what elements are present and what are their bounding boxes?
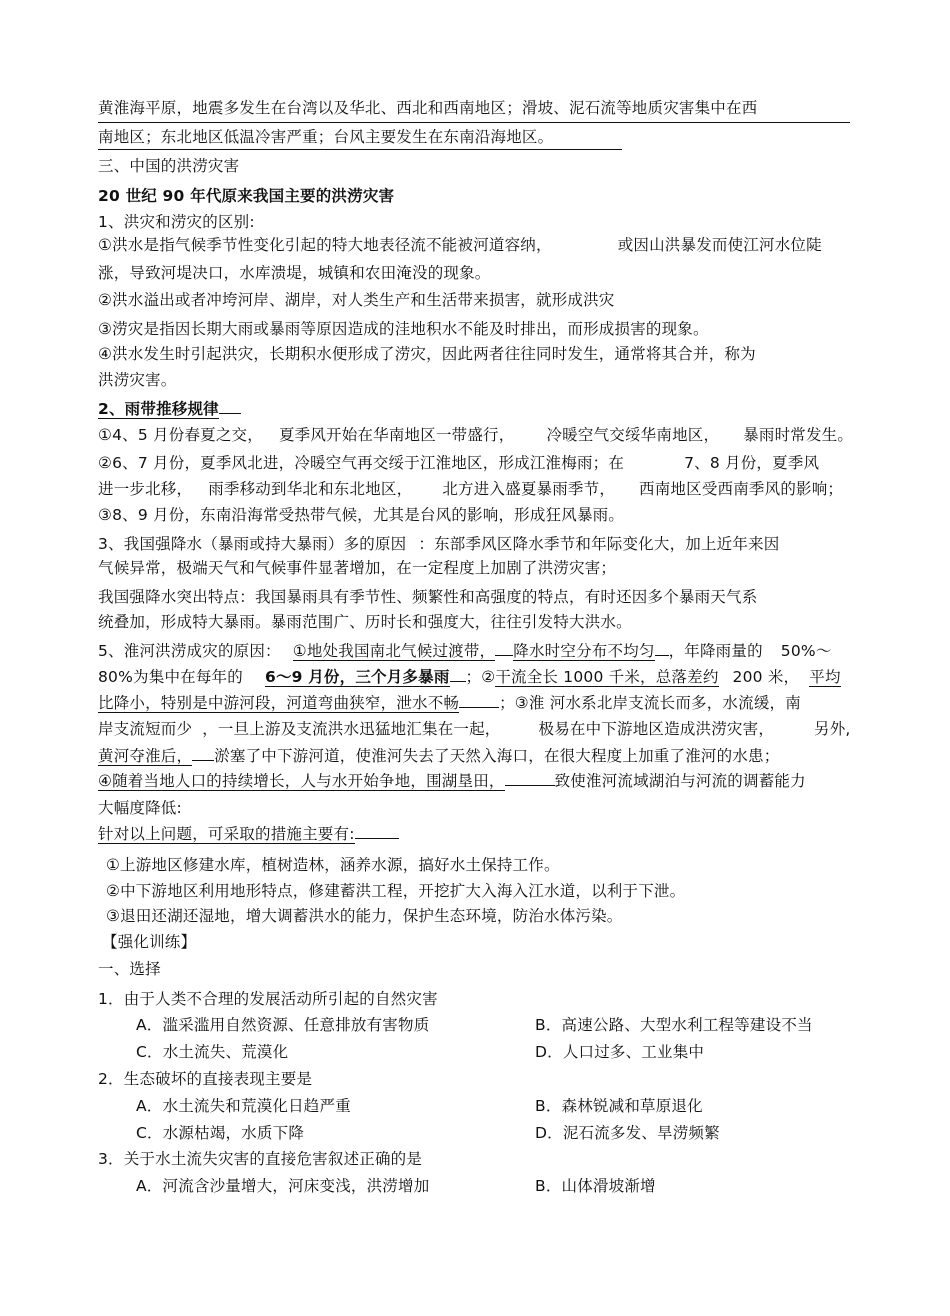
text-span: 或因山洪暴发而使江河水位陡: [617, 236, 822, 254]
text-line: [98, 666, 841, 688]
text-span: 进一步北移，: [98, 480, 193, 498]
text-line: 洪涝灾害。: [98, 371, 177, 389]
text-span: 北方进入盛夏暴雨季节，: [442, 480, 616, 498]
underlined-span: 针对以上问题，可采取的措施主要有:: [98, 825, 355, 843]
list-item: ③退田还湖还湿地，增大调蓄洪水的能力，保护生态环境，防治水体污染。: [106, 907, 623, 925]
underlined-span: ①地处我国南北气候过渡带，: [292, 642, 496, 660]
text-span: ①4、5 月份春夏之交，: [98, 426, 263, 444]
text-line: [98, 745, 779, 767]
underlined-span: 6～9 月份，三个月多暴雨: [264, 668, 450, 686]
section-heading: 三、中国的洪涝灾害: [98, 157, 240, 175]
section-heading: 【强化训练】: [102, 933, 197, 951]
text-line: 南地区；东北地区低温冷害严重；台风主要发生在东南沿海地区。: [98, 128, 554, 146]
text-line: [98, 692, 801, 714]
text-line: ④洪水发生时引起洪灾，长期积水便形成了涝灾，因此两者往往同时发生，通常将其合并，称为: [98, 345, 756, 363]
text-line: ③涝灾是指因长期大雨或暴雨等原因造成的洼地积水不能及时排出，而形成损害的现象。: [98, 320, 709, 338]
text-line: [98, 452, 819, 474]
option-b: B．森林锐减和草原退化: [535, 1097, 703, 1115]
underlined-span: 干流全长 1000 千米，总落差约: [495, 668, 719, 686]
option-a: A．水土流失和荒漠化日趋严重: [136, 1097, 351, 1115]
text-span: 5、淮河洪涝成灾的原因：: [98, 642, 281, 660]
option-d: D．泥石流多发、旱涝频繁: [535, 1124, 720, 1142]
text-line: [98, 424, 853, 446]
underlined-span: 降水时空分布不均匀: [513, 642, 655, 660]
text-line: 我国强降水突出特点：我国暴雨具有季节性、频繁性和高强度的特点，有时还因多个暴雨天气系: [98, 588, 758, 606]
subheading: 20 世纪 90 年代原来我国主要的洪涝灾害: [98, 187, 395, 205]
option-b: B．高速公路、大型水利工程等建设不当: [535, 1016, 813, 1034]
underlined-span: 黄河夺淮后，: [98, 747, 193, 765]
subheading: [98, 398, 241, 420]
text-span: 极易在中下游地区造成洪涝灾害，: [538, 720, 775, 738]
list-item: ①上游地区修建水库，植树造林，涵养水源，搞好水土保持工作。: [106, 856, 560, 874]
text-line: [98, 718, 851, 740]
text-line: [98, 823, 399, 845]
text-line: 1、洪灾和涝灾的区别:: [98, 213, 255, 231]
option-d: D．人口过多、工业集中: [535, 1043, 705, 1061]
text-span: 西南地区受西南季风的影响；: [639, 480, 844, 498]
text-span: 致使淮河流域湖泊与河流的调蓄能力: [554, 772, 806, 790]
text-line: 涨，导致河堤决口，水库溃堤，城镇和农田淹没的现象。: [98, 264, 491, 282]
text-span: ②6、7 月份，夏季风北进，冷暖空气再交绥于江淮地区，形成江淮梅雨；在: [98, 454, 625, 472]
text-span: 50%～: [780, 642, 832, 660]
option-a: A．滥采滥用自然资源、任意排放有害物质: [136, 1016, 430, 1034]
underlined-heading: 2、雨带推移规律: [98, 400, 219, 418]
text-span: 7、8 月份，夏季风: [684, 454, 820, 472]
option-b: B．山体滑坡渐增: [535, 1177, 656, 1195]
list-item: ②中下游地区利用地形特点，修建蓄洪工程，开挖扩大入海入江水道，以利于下泄。: [106, 882, 686, 900]
text-span: 雨季移动到华北和东北地区，: [208, 480, 413, 498]
text-line: 气候异常，极端天气和气候事件显著增加，在一定程度上加剧了洪涝灾害；: [98, 559, 617, 577]
question: 1．由于人类不合理的发展活动所引起的自然灾害: [98, 990, 438, 1008]
option-a: A．河流含沙量增大，河床变浅，洪涝增加: [136, 1177, 430, 1195]
text-span: ；②: [465, 668, 496, 686]
option-c: C．水土流失、荒漠化: [136, 1043, 289, 1061]
text-line: ②洪水溢出或者冲垮河岸、湖岸，对人类生产和生活带来损害，就形成洪灾: [98, 291, 615, 309]
text-span: 80%为集中在每年的: [98, 668, 243, 686]
text-span: 冷暖空气交绥华南地区，: [546, 426, 720, 444]
option-c: C．水源枯竭，水质下降: [136, 1124, 305, 1142]
text-line: 黄淮海平原，地震多发生在台湾以及华北、西北和西南地区；滑坡、泥石流等地质灾害集中在西: [98, 99, 758, 117]
text-span: ①洪水是指气候季节性变化引起的特大地表径流不能被河道容纳，: [98, 236, 552, 254]
underline-rule: [98, 122, 850, 123]
text-line: 统叠加，形成特大暴雨。暴雨范围广、历时长和强度大，往往引发特大洪水。: [98, 613, 632, 631]
question: 3．关于水土流失灾害的直接危害叙述正确的是: [98, 1150, 423, 1168]
underline-rule: [98, 149, 622, 150]
text-line: [98, 770, 806, 792]
text-line: ③8、9 月份，东南沿海常受热带气候，尤其是台风的影响，形成狂风暴雨。: [98, 506, 625, 524]
text-span: 另外,: [814, 720, 851, 738]
question: 2．生态破坏的直接表现主要是: [98, 1070, 313, 1088]
text-line: [98, 478, 843, 500]
text-line: [98, 234, 822, 256]
section-heading: 一、选择: [98, 960, 161, 978]
text-span: 岸支流短而少: [98, 720, 193, 738]
text-span: ；③淮 河水系北岸支流长而多，水流缓，南: [499, 694, 801, 712]
text-line: [98, 640, 832, 662]
underlined-span: 平均: [809, 668, 841, 686]
text-span: 暴雨时常发生。: [743, 426, 854, 444]
text-span: ：东部季风区降水季节和年际变化大，加上近年来因: [418, 535, 780, 553]
underlined-span: 比降小，特别是中游河段，河道弯曲狭窄，泄水不畅: [98, 694, 460, 712]
text-span: 3、我国强降水（暴雨或持大暴雨）多的原因: [98, 535, 407, 553]
text-line: 大幅度降低:: [98, 799, 182, 817]
text-line: [98, 533, 779, 555]
text-span: 200 米，: [732, 668, 800, 686]
text-span: 淤塞了中下游河道，使淮河失去了天然入海口，在很大程度上加重了淮河的水患；: [214, 747, 780, 765]
underlined-span: ④随着当地人口的持续增长，人与水开始争地，围湖垦田，: [98, 772, 505, 790]
text-span: ，一旦上游及支流洪水迅猛地汇集在一起，: [202, 720, 501, 738]
text-span: 夏季风开始在华南地区一带盛行，: [278, 426, 515, 444]
text-span: ，年降雨量的: [668, 642, 763, 660]
